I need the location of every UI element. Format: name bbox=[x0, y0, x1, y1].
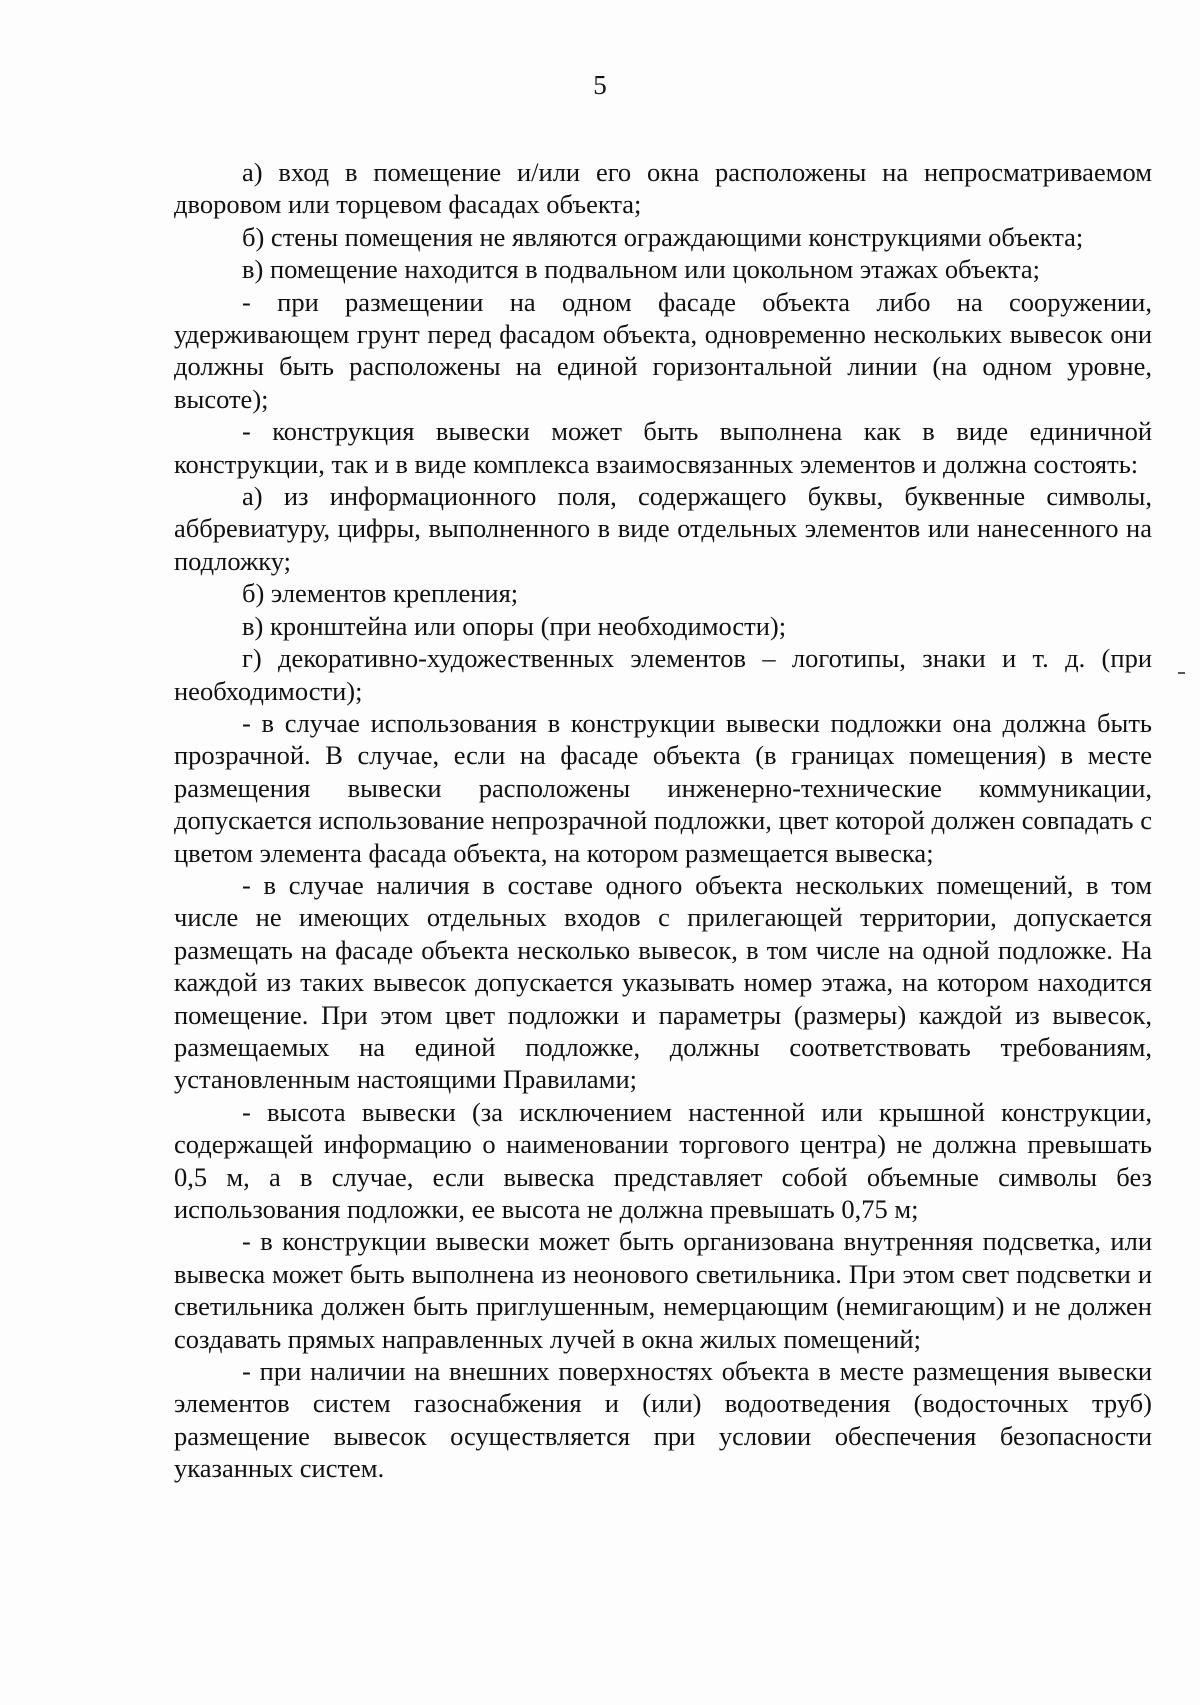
paragraph-multiple-premises: - в случае наличия в составе одного объекта нескольких помещений, в том числе не имеющих отдельных входов с прилегающей территории, допускается размещать на фасаде объекта несколько вывесок, в том числе на одной подложке. На каждой из таких вывесок допускается указывать номер этажа, на котором находится помещение. При этом цвет подложки и параметры (размеры) каждой из вывесок, размещаемых на единой подложке, должны соответствовать требованиям, установленным настоящими Правилами; bbox=[174, 869, 1152, 1095]
paragraph-item-b-fastening: б) элементов крепления; bbox=[242, 578, 519, 609]
paragraph-substrate-transparency: - в случае использования в конструкции вывески подложки она должна быть прозрачной. В случае, если на фасаде объекта (в границах помещения) в месте размещения вывески расположены инженерно-технические коммуникации, допускается использование непрозрачной подложки, цвет которой должен совпадать с цветом элемента фасада объекта, на котором размещается вывеска; bbox=[174, 707, 1152, 868]
paragraph-item-g-decorative: г) декоративно-художественных элементов – логотипы, знаки и т. д. (при необходимости); bbox=[174, 643, 1152, 706]
paragraph-sign-height: - высота вывески (за исключением настенной или крышной конструкции, содержащей информацию о наименовании торгового центра) не должна превышать 0,5 м, а в случае, если вывеска представляет собой объемные символы без использования подложки, ее высота не должна превышать 0,75 м; bbox=[174, 1096, 1152, 1224]
paragraph-sign-construction: - конструкция вывески может быть выполнена как в виде единичной конструкции, так и в виде комплекса взаимосвязанных элементов и должна состоять: bbox=[174, 416, 1152, 479]
document-body bbox=[174, 156, 1152, 1485]
paragraph-single-line-placement: - при размещении на одном фасаде объекта либо на сооружении, удерживающем грунт перед фасадом объекта, одновременно нескольких вывесок они должны быть расположены на единой горизонтальной линии (на одном уровне, высоте); bbox=[174, 286, 1152, 414]
paragraph-item-a-info-field: а) из информационного поля, содержащего буквы, буквенные символы, аббревиатуру, цифры, выполненного в виде отдельных элементов или нанесенного на подложку; bbox=[174, 481, 1152, 576]
paragraph-item-b-walls: б) стены помещения не являются ограждающими конструкциями объекта; bbox=[242, 221, 1084, 252]
paragraph-gas-drainage-systems: - при наличии на внешних поверхностях объекта в месте размещения вывески элементов систем газоснабжения и (или) водоотведения (водосточных труб) размещение вывесок осуществляется при условии обеспечения безопасности указанных систем. bbox=[174, 1356, 1152, 1484]
paragraph-illumination: - в конструкции вывески может быть организована внутренняя подсветка, или вывеска может быть выполнена из неонового светильника. При этом свет подсветки и светильника должен быть приглушенным, немерцающим (немигающим) и не должен создавать прямых направленных лучей в окна жилых помещений; bbox=[174, 1226, 1152, 1354]
paragraph-item-a-entrance: а) вход в помещение и/или его окна расположены на непросматриваемом дворовом или торцевом фасадах объекта; bbox=[174, 157, 1152, 220]
paragraph-item-v-bracket: в) кронштейна или опоры (при необходимости); bbox=[242, 610, 787, 641]
page-number: 5 bbox=[593, 70, 607, 100]
scan-edge-mark bbox=[1178, 672, 1185, 674]
paragraph-item-v-basement: в) помещение находится в подвальном или цокольном этажах объекта; bbox=[242, 254, 1041, 285]
